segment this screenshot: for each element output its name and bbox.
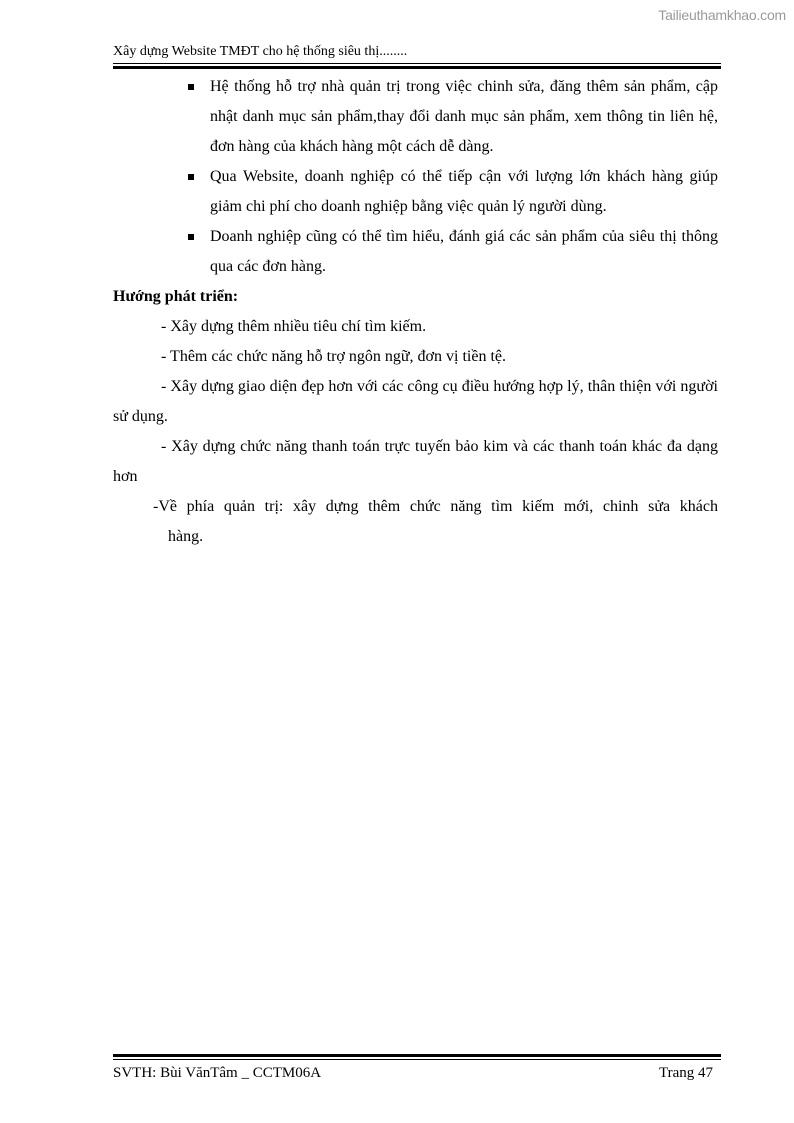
dev-item: -Về phía quản trị: xây dựng thêm chức năng tìm kiếm mới, chinh sửa khách (153, 498, 718, 515)
bullet-text: Qua Website, doanh nghiệp có thể tiếp cận với lượng lớn khách hàng giúp giảm chi phí cho doanh nghiệp bằng việc quản lý người dùng. (210, 168, 718, 215)
dev-item-continuation: hàng. (168, 528, 204, 545)
footer-double-rule (113, 1054, 721, 1060)
bullet-item (113, 222, 718, 282)
page-footer (113, 1054, 721, 1083)
page-number: Trang 47 (658, 1065, 713, 1081)
bullet-text: Doanh nghiệp cũng có thể tìm hiểu, đánh giá các sản phẩm của siêu thị thông qua các đơn hàng. (210, 228, 718, 275)
dev-item: - Xây dựng thêm nhiều tiêu chí tìm kiếm. (161, 318, 427, 335)
square-bullet-icon (188, 234, 194, 240)
footer-author: SVTH: Bùi VănTâm _ CCTM06A (113, 1065, 322, 1081)
watermark: Tailieuthamkhao.com (658, 7, 786, 23)
square-bullet-icon (188, 84, 194, 90)
header-title: Xây dựng Website TMĐT cho hệ thống siêu thị........ (113, 44, 408, 59)
bullet-item (113, 162, 718, 222)
bullet-text: Hệ thống hỗ trợ nhà quản trị trong việc chinh sửa, đăng thêm sản phẩm, cập nhật danh mục sản phẩm,thay đổi danh mục sản phẩm, xem thông tin liên hệ, đơn hàng của khách hàng một cách dễ dàng. (210, 78, 718, 155)
dev-item: - Thêm các chức năng hỗ trợ ngôn ngữ, đơn vị tiền tệ. (161, 348, 506, 365)
header-double-rule (113, 63, 721, 69)
document-body (113, 72, 718, 552)
square-bullet-icon (188, 174, 194, 180)
dev-item: - Xây dựng giao diện đẹp hơn với các công cụ điều hướng hợp lý, thân thiện với người sử dụng. (113, 378, 718, 425)
bullet-item (113, 72, 718, 162)
dev-item: - Xây dựng chức năng thanh toán trực tuyến bảo kim và các thanh toán khác đa dạng hơn (113, 438, 718, 485)
page-header (113, 43, 721, 69)
section-heading: Hướng phát triển: (113, 288, 239, 305)
